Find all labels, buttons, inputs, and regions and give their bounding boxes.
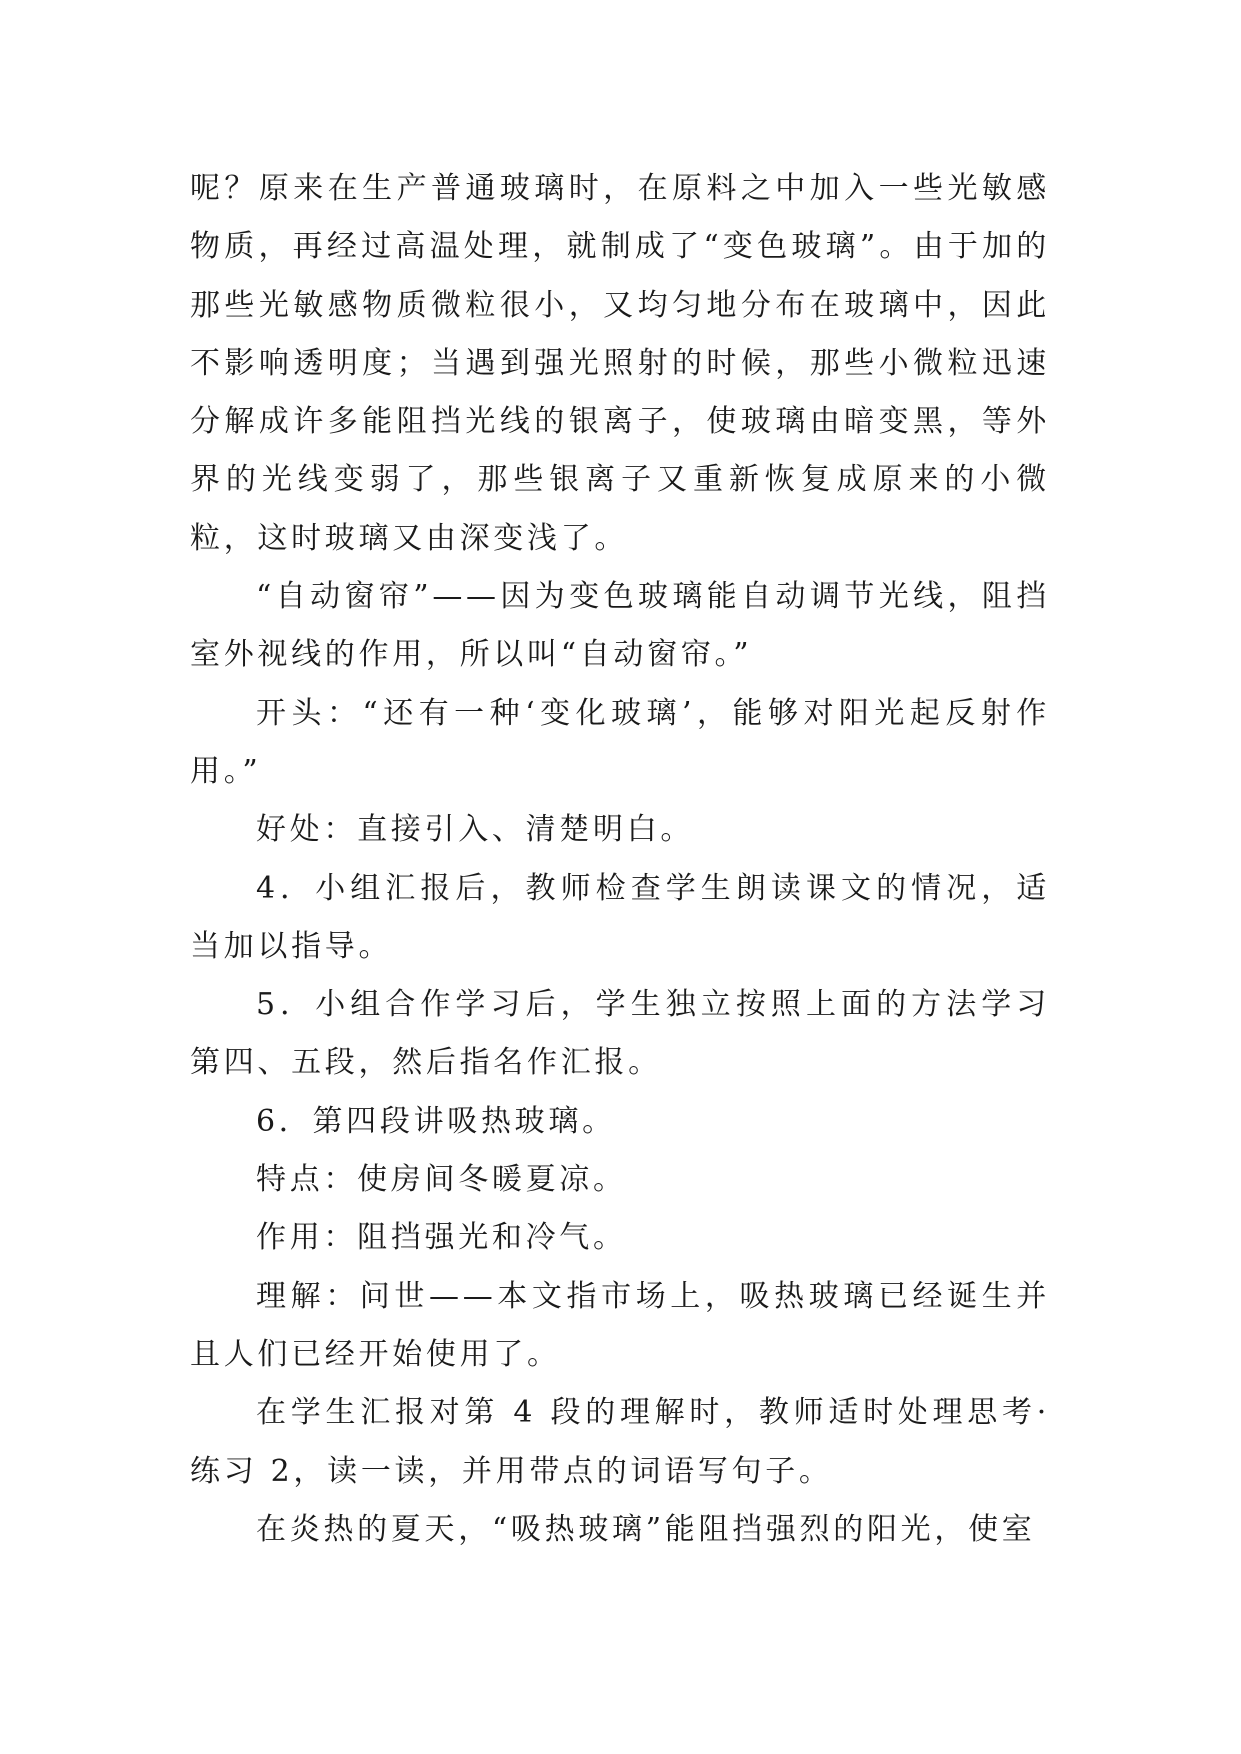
paragraph-4: 好处：直接引入、清楚明白。: [256, 812, 695, 848]
paragraph-8: 特点：使房间冬暖夏凉。: [256, 1162, 627, 1198]
paragraph-1: 呢？原来在生产普通玻璃时，在原料之中加入一些光敏感物质，再经过高温处理，就制成了“变色玻璃”。由于加的那些光敏感物质微粒很小，又均匀地分布在玻璃中，因此不影响透明度；当遇到强光照射的时候，那些小微粒迅速分解成许多能阻挡光线的银离子，使玻璃由暗变黑，等外界的光线变弱了，那些银离子又重新恢复成原来的小微粒，这时玻璃又由深变浅了。: [190, 171, 1050, 556]
paragraph-2: “自动窗帘”——因为变色玻璃能自动调节光线，阻挡室外视线的作用，所以叫“自动窗帘。”: [190, 579, 1050, 673]
paragraph-11: 在学生汇报对第 4 段的理解时，教师适时处理思考·练习 2，读一读，并用带点的词语写句子。: [190, 1395, 1050, 1489]
paragraph-12: 在炎热的夏天，“吸热玻璃”能阻挡强烈的阳光，使室: [256, 1511, 1036, 1547]
document-body: [190, 160, 1050, 1559]
paragraph-3: 开头：“还有一种‘变化玻璃’，能够对阳光起反射作用。”: [190, 695, 1050, 789]
paragraph-5: 4．小组汇报后，教师检查学生朗读课文的情况，适当加以指导。: [190, 870, 1050, 964]
paragraph-9: 作用：阻挡强光和冷气。: [256, 1220, 627, 1256]
paragraph-6: 5．小组合作学习后，学生独立按照上面的方法学习第四、五段，然后指名作汇报。: [190, 987, 1050, 1081]
paragraph-7: 6．第四段讲吸热玻璃。: [256, 1103, 616, 1139]
paragraph-10: 理解：问世——本文指市场上，吸热玻璃已经诞生并且人们已经开始使用了。: [190, 1278, 1050, 1372]
